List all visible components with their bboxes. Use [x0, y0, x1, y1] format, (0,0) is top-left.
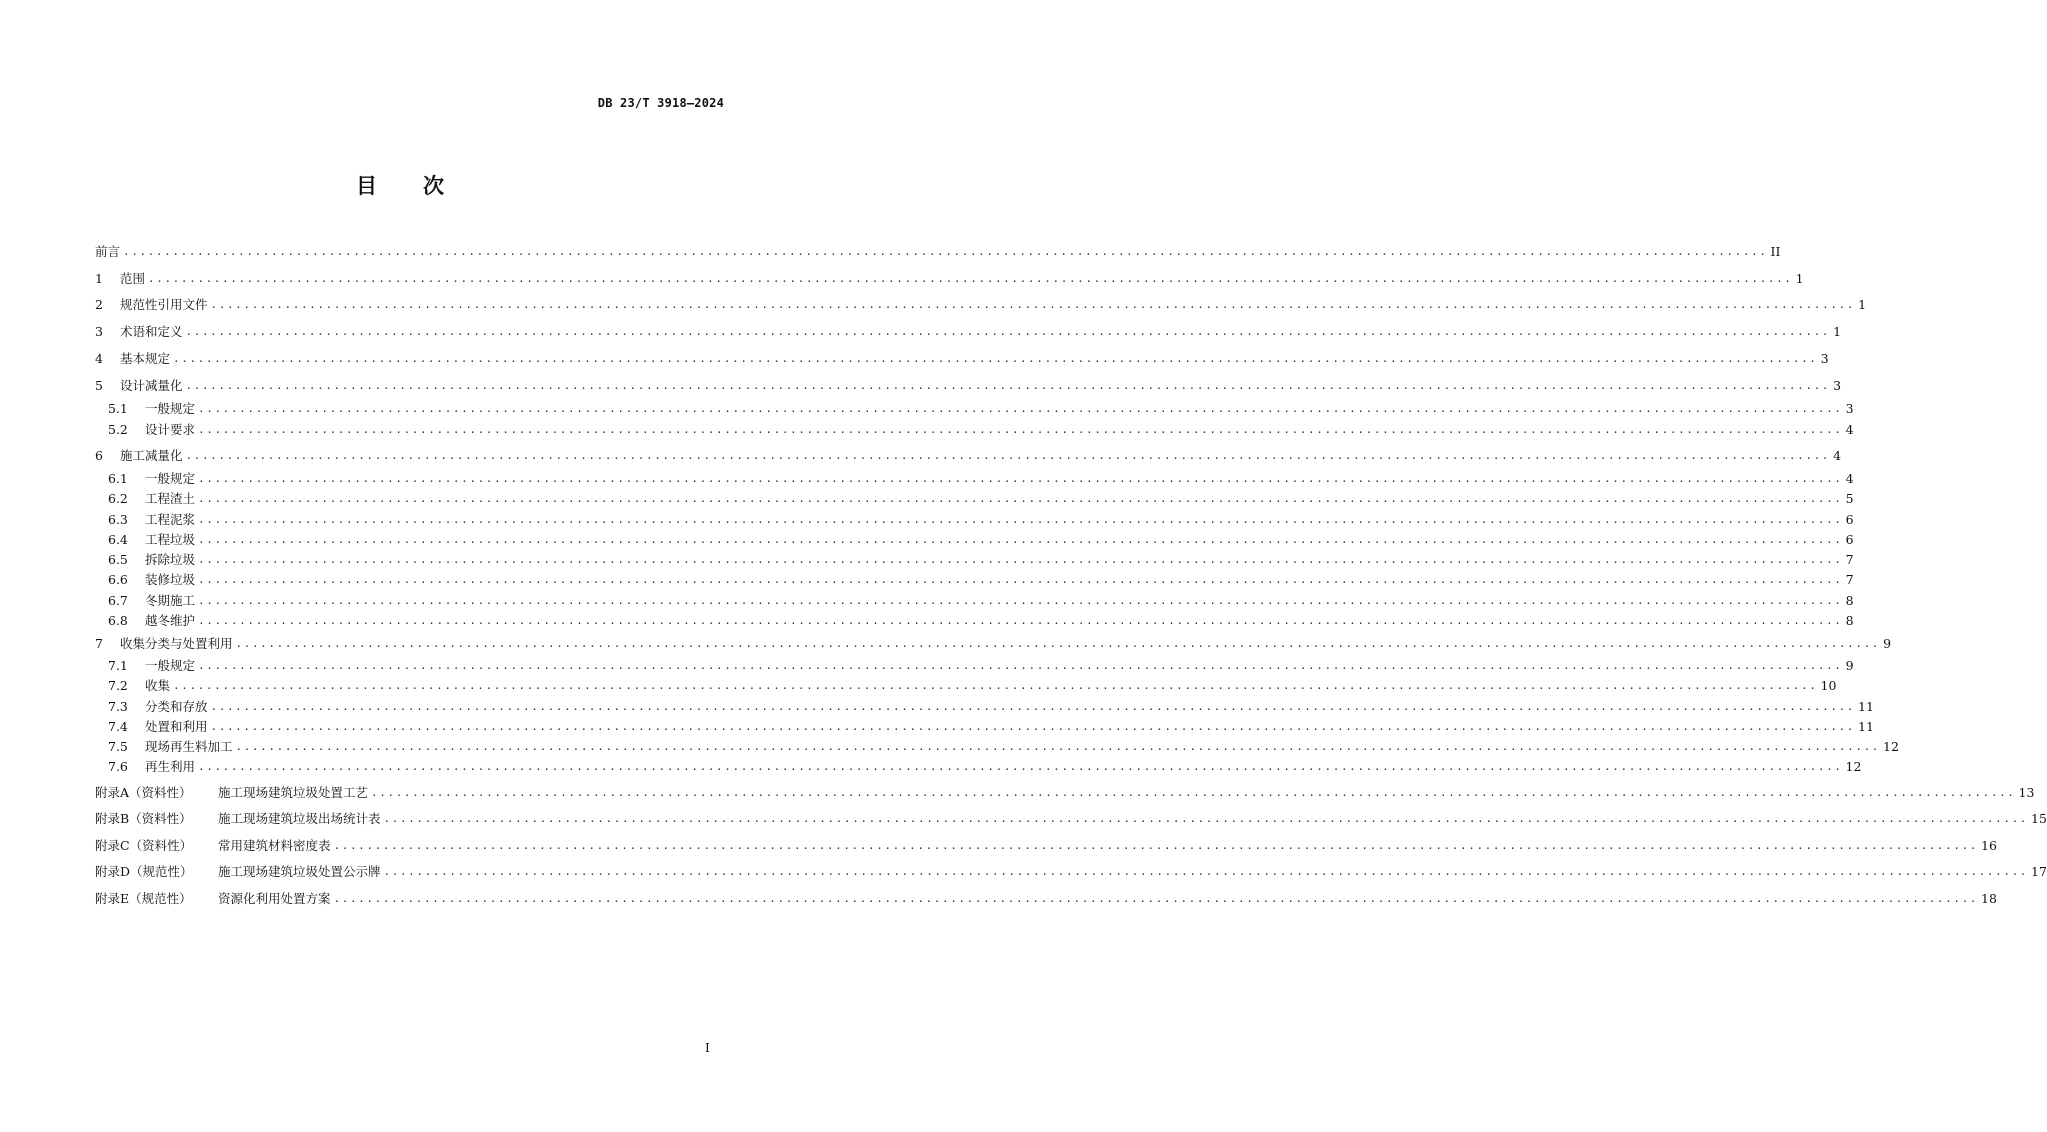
toc-entry-number: 6.8 — [108, 613, 128, 628]
toc-leader-dots: ........................................................................................................................................................................................................ — [198, 492, 1843, 505]
toc-entry[interactable] — [95, 487, 1854, 507]
toc-entry-number: 附录C（资料性） — [95, 838, 193, 853]
toc-entry[interactable] — [95, 568, 1854, 588]
toc-entry-page: 16 — [1981, 838, 1997, 853]
toc-entry-number: 附录D（规范性） — [95, 864, 193, 879]
toc-entry-page: 6 — [1845, 532, 1854, 547]
toc-entry[interactable] — [95, 528, 1854, 548]
toc-entry-page: 5 — [1845, 491, 1854, 506]
toc-leader-dots: ........................................................................................................................................................................................................ — [198, 553, 1843, 566]
toc-leader-dots: ........................................................................................................................................................................................................ — [185, 325, 1831, 338]
toc-entry-number: 7.3 — [108, 699, 128, 714]
toc-entry[interactable] — [95, 374, 1842, 394]
toc-entry-page: 1 — [1833, 324, 1842, 339]
toc-leader-dots: ........................................................................................................................................................................................................ — [333, 892, 1979, 905]
toc-entry-label: 冬期施工 — [145, 593, 196, 608]
toc-entry-page: 8 — [1845, 593, 1854, 608]
toc-entry-label: 装修垃圾 — [145, 572, 196, 587]
toc-entry-label: 设计要求 — [145, 422, 196, 437]
toc-entry-page: 3 — [1820, 351, 1829, 366]
title-char-1: 目 — [356, 174, 377, 198]
toc-leader-dots: ........................................................................................................................................................................................................ — [198, 594, 1843, 607]
toc-leader-dots: ........................................................................................................................................................................................................ — [235, 637, 1881, 650]
standard-code: DB 23/T 3918—2024 — [597, 96, 724, 110]
toc-entry-number: 6.3 — [108, 512, 128, 527]
toc-entry-number: 6 — [95, 448, 103, 463]
toc-leader-dots: ........................................................................................................................................................................................................ — [123, 245, 1768, 258]
toc-entry-number: 6.5 — [108, 552, 128, 567]
toc-entry-number: 2 — [95, 297, 103, 312]
toc-entry-label: 施工现场建筑垃圾出场统计表 — [218, 811, 381, 826]
toc-entry-number: 6.2 — [108, 491, 128, 506]
page-title — [0, 170, 800, 200]
toc-entry-number: 6.1 — [108, 471, 128, 486]
toc-entry[interactable] — [95, 834, 1997, 854]
toc-leader-dots: ........................................................................................................................................................................................................ — [210, 298, 1856, 311]
toc-entry-number: 附录A（资料性） — [95, 785, 192, 800]
toc-entry-page: 4 — [1845, 471, 1854, 486]
toc-entry-label: 资源化利用处置方案 — [218, 891, 331, 906]
toc-leader-dots: ........................................................................................................................................................................................................ — [185, 449, 1831, 462]
toc-leader-dots: ........................................................................................................................................................................................................ — [235, 740, 1881, 753]
toc-entry-page: 4 — [1845, 422, 1854, 437]
toc-entry[interactable] — [95, 755, 1862, 775]
toc-entry[interactable] — [95, 589, 1854, 609]
toc-leader-dots: ........................................................................................................................................................................................................ — [173, 352, 1818, 365]
toc-entry-number: 6.4 — [108, 532, 128, 547]
toc-leader-dots: ........................................................................................................................................................................................................ — [333, 839, 1979, 852]
toc-entry-label: 一般规定 — [145, 658, 196, 673]
toc-entry-label: 术语和定义 — [120, 324, 183, 339]
toc-entry-number: 5 — [95, 378, 103, 393]
toc-entry[interactable] — [95, 654, 1854, 674]
toc-entry-page: 7 — [1845, 572, 1854, 587]
toc-entry-page: II — [1770, 244, 1781, 259]
toc-entry-label: 常用建筑材料密度表 — [218, 838, 331, 853]
toc-entry-page: 12 — [1883, 739, 1899, 754]
toc-leader-dots: ........................................................................................................................................................................................................ — [185, 379, 1831, 392]
toc-entry-label: 处置和利用 — [145, 719, 208, 734]
toc-leader-dots: ........................................................................................................................................................................................................ — [198, 402, 1843, 415]
toc-leader-dots: ........................................................................................................................................................................................................ — [198, 472, 1843, 485]
toc-entry-label: 施工现场建筑垃圾处置工艺 — [218, 785, 369, 800]
toc-entry[interactable] — [95, 240, 1781, 260]
toc-leader-dots: ........................................................................................................................................................................................................ — [383, 865, 2029, 878]
toc-entry-page: 11 — [1858, 699, 1874, 714]
toc-entry-page: 17 — [2031, 864, 2047, 879]
toc-entry-page: 8 — [1845, 613, 1854, 628]
toc-entry-page: 18 — [1981, 891, 1997, 906]
toc-entry-page: 11 — [1858, 719, 1874, 734]
toc-entry-label: 分类和存放 — [145, 699, 208, 714]
toc-entry[interactable] — [95, 418, 1854, 438]
toc-entry-number: 6.7 — [108, 593, 128, 608]
toc-entry[interactable] — [95, 397, 1854, 417]
toc-leader-dots: ........................................................................................................................................................................................................ — [148, 272, 1793, 285]
toc-entry[interactable] — [95, 860, 2047, 880]
toc-entry-page: 1 — [1795, 271, 1804, 286]
toc-entry-number: 附录E（规范性） — [95, 891, 192, 906]
toc-entry[interactable] — [95, 609, 1854, 629]
toc-leader-dots: ........................................................................................................................................................................................................ — [173, 679, 1818, 692]
toc-leader-dots: ........................................................................................................................................................................................................ — [198, 573, 1843, 586]
page-number: I — [705, 1041, 710, 1055]
toc-entry[interactable] — [95, 807, 2047, 827]
toc-entry-label: 现场再生料加工 — [145, 739, 233, 754]
toc-entry[interactable] — [95, 467, 1854, 487]
toc-entry-label: 越冬维护 — [145, 613, 196, 628]
toc-entry-label: 拆除垃圾 — [145, 552, 196, 567]
toc-entry[interactable] — [95, 632, 1892, 652]
toc-entry-number: 5.2 — [108, 422, 128, 437]
toc-entry-page: 9 — [1845, 658, 1854, 673]
toc-entry-page: 3 — [1845, 401, 1854, 416]
toc-entry-page: 13 — [2018, 785, 2035, 800]
toc-entry-page: 10 — [1820, 678, 1837, 693]
toc-entry[interactable] — [95, 444, 1842, 464]
toc-entry[interactable] — [95, 735, 1899, 755]
toc-entry-number: 7.5 — [108, 739, 128, 754]
toc-entry-label: 范围 — [120, 271, 146, 286]
toc-entry[interactable] — [95, 293, 1867, 313]
toc-entry-label: 规范性引用文件 — [120, 297, 208, 312]
toc-leader-dots: ........................................................................................................................................................................................................ — [198, 760, 1843, 773]
toc-leader-dots: ........................................................................................................................................................................................................ — [198, 533, 1843, 546]
toc-entry-page: 12 — [1845, 759, 1862, 774]
toc-entry-page: 1 — [1858, 297, 1867, 312]
toc-entry-page: 4 — [1833, 448, 1842, 463]
toc-entry-number: 7.4 — [108, 719, 128, 734]
toc-entry[interactable] — [95, 320, 1842, 340]
toc-entry-label: 工程垃圾 — [145, 532, 196, 547]
toc-entry-label: 工程渣土 — [145, 491, 196, 506]
toc-entry-label: 设计减量化 — [120, 378, 183, 393]
toc-entry[interactable] — [95, 508, 1854, 528]
toc-entry-label: 基本规定 — [120, 351, 171, 366]
toc-entry-number: 1 — [95, 271, 103, 286]
toc-entry-number: 5.1 — [108, 401, 128, 416]
toc-leader-dots: ........................................................................................................................................................................................................ — [210, 700, 1856, 713]
toc-entry-number: 附录B（资料性） — [95, 811, 192, 826]
toc-entry-label: 一般规定 — [145, 471, 196, 486]
toc-entry-page: 9 — [1883, 636, 1892, 651]
toc-entry-number: 7.1 — [108, 658, 128, 673]
toc-entry[interactable] — [95, 695, 1874, 715]
toc-entry-label: 一般规定 — [145, 401, 196, 416]
toc-entry-number: 7 — [95, 636, 103, 651]
toc-entry-page: 3 — [1833, 378, 1842, 393]
toc-leader-dots: ........................................................................................................................................................................................................ — [371, 786, 2016, 799]
toc-leader-dots: ........................................................................................................................................................................................................ — [198, 659, 1843, 672]
toc-leader-dots: ........................................................................................................................................................................................................ — [198, 513, 1843, 526]
toc-entry-label: 施工现场建筑垃圾处置公示牌 — [218, 864, 381, 879]
toc-entry-page: 6 — [1845, 512, 1854, 527]
toc-entry[interactable] — [95, 674, 1837, 694]
toc-entry-page: 15 — [2031, 811, 2047, 826]
toc-entry-number: 4 — [95, 351, 103, 366]
toc-entry-number: 7.6 — [108, 759, 128, 774]
toc-entry-number: 3 — [95, 324, 103, 339]
toc-entry-label: 工程泥浆 — [145, 512, 196, 527]
toc-entry[interactable] — [95, 347, 1829, 367]
toc-entry-label: 前言 — [95, 244, 121, 259]
toc-entry-label: 收集 — [145, 678, 171, 693]
toc-entry-number: 7.2 — [108, 678, 128, 693]
title-char-2: 次 — [423, 174, 444, 198]
toc-leader-dots: ........................................................................................................................................................................................................ — [198, 423, 1843, 436]
toc-entry-number: 6.6 — [108, 572, 128, 587]
toc-entry-label: 施工减量化 — [120, 448, 183, 463]
toc-entry-page: 7 — [1845, 552, 1854, 567]
toc-entry-label: 收集分类与处置利用 — [120, 636, 233, 651]
toc-entry-label: 再生利用 — [145, 759, 196, 774]
toc-entry[interactable] — [95, 267, 1804, 287]
toc-leader-dots: ........................................................................................................................................................................................................ — [383, 812, 2029, 825]
toc-entry[interactable] — [95, 548, 1854, 568]
toc-entry[interactable] — [95, 781, 2035, 801]
toc-leader-dots: ........................................................................................................................................................................................................ — [198, 614, 1843, 627]
toc-entry[interactable] — [95, 887, 1997, 907]
toc-leader-dots: ........................................................................................................................................................................................................ — [210, 720, 1856, 733]
toc-entry[interactable] — [95, 715, 1874, 735]
